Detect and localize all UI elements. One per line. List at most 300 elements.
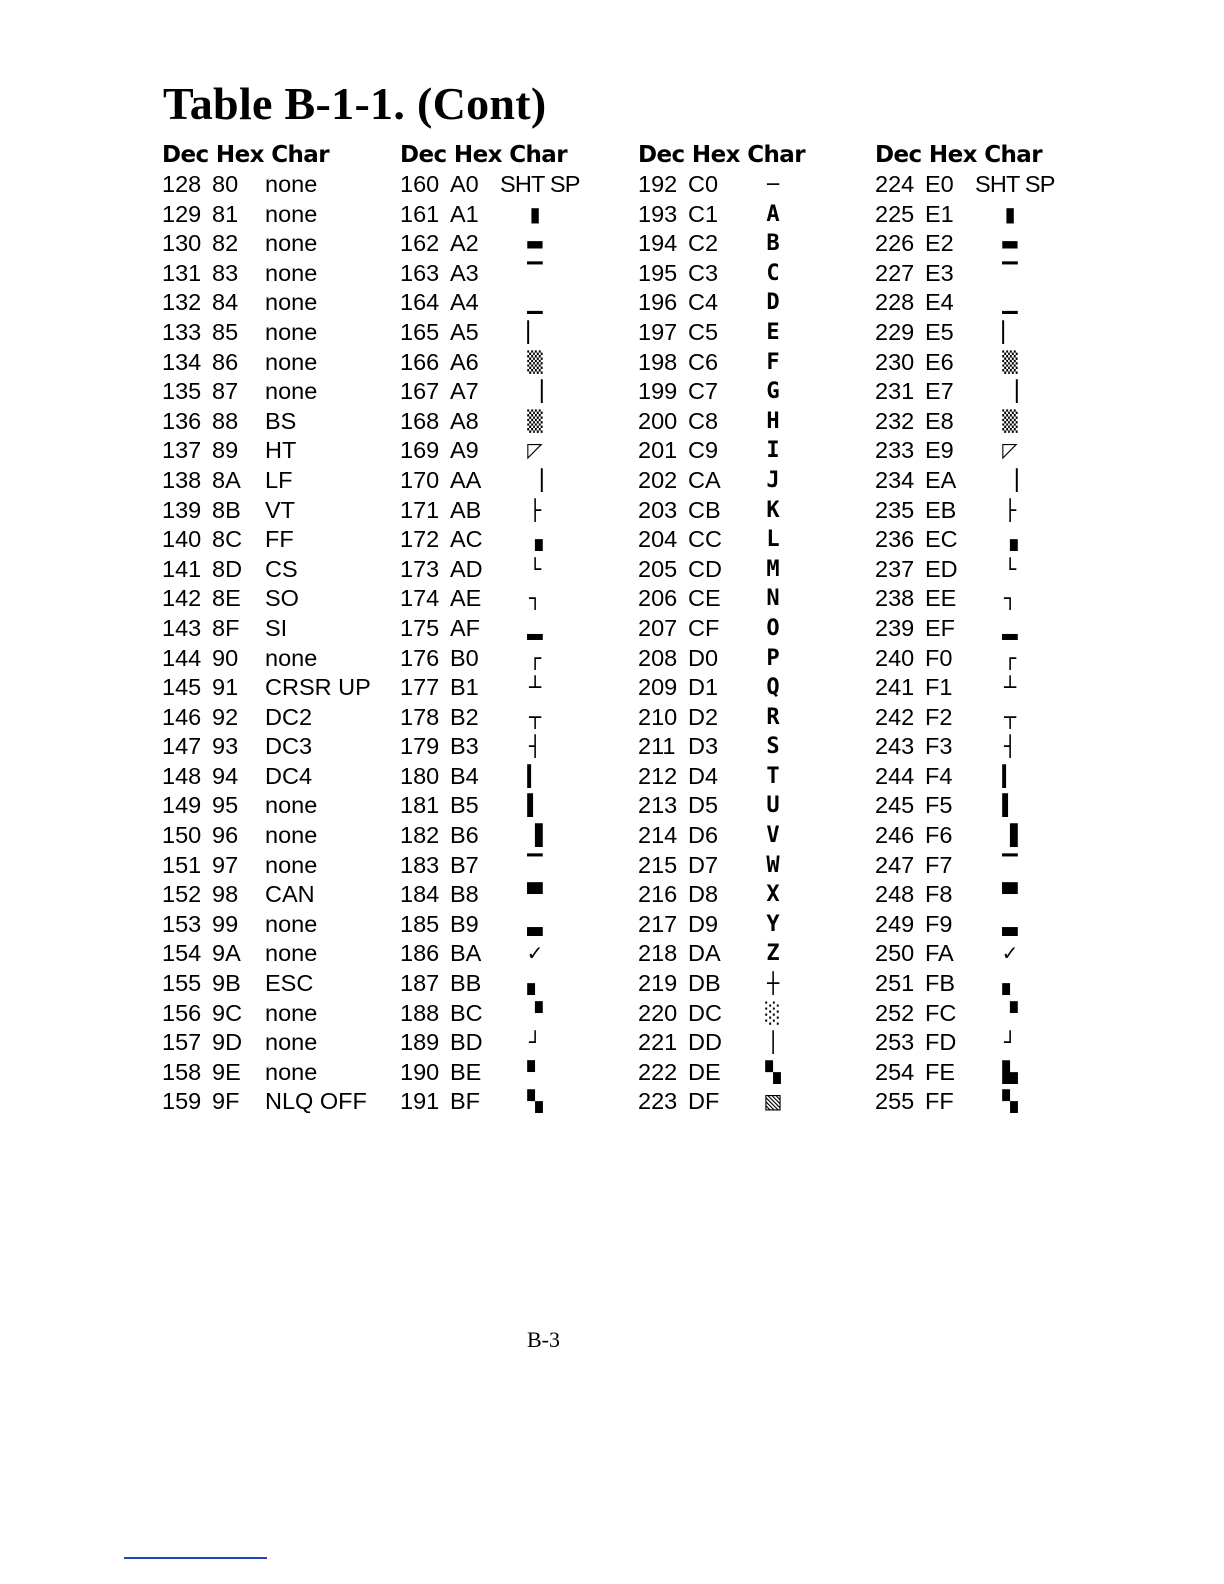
char-cell: ▮ [529, 201, 541, 226]
table-row [400, 910, 626, 940]
hex-cell: 83 [212, 259, 239, 286]
table-row [875, 880, 1101, 910]
table-rows [162, 170, 388, 1117]
char-cell: ▏ [1002, 319, 1018, 344]
table-row [638, 673, 864, 703]
dec-cell: 129 [162, 200, 202, 227]
dec-cell: 241 [875, 674, 915, 701]
dec-cell: 178 [400, 703, 440, 730]
table-row [400, 969, 626, 999]
char-cell: ESC [265, 970, 314, 997]
table-row [875, 762, 1101, 792]
dec-cell: 136 [162, 407, 202, 434]
table-row [162, 229, 388, 259]
hex-cell: 95 [212, 792, 239, 819]
dec-cell: 133 [162, 318, 202, 345]
table-row [162, 259, 388, 289]
table-row [400, 762, 626, 792]
hex-cell: 96 [212, 822, 239, 849]
char-cell: ┤ [1003, 734, 1017, 759]
hex-cell: AE [450, 585, 482, 612]
table-row [638, 762, 864, 792]
dec-cell: 170 [400, 466, 440, 493]
table-row [875, 1028, 1101, 1058]
dec-cell: 195 [638, 259, 678, 286]
char-cell: S [766, 734, 780, 760]
dec-cell: 199 [638, 378, 678, 405]
hex-cell: 98 [212, 881, 239, 908]
table-row [638, 377, 864, 407]
table-row [875, 614, 1101, 644]
dec-cell: 191 [400, 1088, 440, 1115]
char-cell: H [766, 408, 780, 434]
char-cell: ─ [766, 172, 780, 196]
char-cell: ┌ [1003, 645, 1017, 670]
table-row [638, 614, 864, 644]
table-row [162, 496, 388, 526]
char-cell: F [766, 349, 780, 375]
table-row [162, 791, 388, 821]
table-row [875, 821, 1101, 851]
hex-cell: 87 [212, 378, 239, 405]
char-cell: B [766, 231, 780, 257]
char-cell: BS [265, 407, 297, 434]
dec-cell: 254 [875, 1058, 915, 1085]
char-cell: DC3 [265, 733, 313, 760]
dec-cell: 225 [875, 200, 915, 227]
table-row [638, 791, 864, 821]
char-cell: ▂ [1002, 615, 1018, 640]
table-row [875, 377, 1101, 407]
hex-cell: BB [450, 970, 482, 997]
char-cell: N [766, 586, 780, 612]
char-cell: ▕ [1002, 467, 1018, 492]
hex-cell: ED [925, 555, 958, 582]
table-row [875, 703, 1101, 733]
hex-cell: DE [688, 1058, 721, 1085]
table-row [400, 496, 626, 526]
table-row [162, 525, 388, 555]
table-row [400, 999, 626, 1029]
char-cell: ▗ [1002, 527, 1018, 552]
hex-cell: D4 [688, 762, 719, 789]
char-cell: ▮ [1004, 201, 1016, 226]
table-row [162, 436, 388, 466]
hex-cell: AD [450, 555, 483, 582]
table-row [875, 791, 1101, 821]
hex-cell: DF [688, 1088, 720, 1115]
char-cell: none [265, 171, 318, 197]
dec-cell: 130 [162, 230, 202, 257]
dec-cell: 243 [875, 733, 915, 760]
char-cell: C [766, 260, 780, 286]
hex-cell: 8D [212, 555, 243, 582]
table-row [400, 939, 626, 969]
char-cell: A [766, 201, 780, 227]
hex-cell: D5 [688, 792, 719, 819]
char-cell: ▬ [1000, 231, 1020, 256]
table-row [162, 762, 388, 792]
table-row [162, 880, 388, 910]
char-cell: ├ [1003, 497, 1017, 522]
dec-cell: 185 [400, 910, 440, 937]
table-row [400, 525, 626, 555]
hex-cell: EF [925, 614, 956, 641]
char-cell: └ [1003, 556, 1017, 581]
char-cell: none [265, 851, 318, 878]
dec-cell: 228 [875, 289, 915, 316]
table-row [638, 555, 864, 585]
char-cell: ▔ [1002, 852, 1018, 877]
column-header: Dec Hex Char [400, 142, 567, 168]
char-cell: └ [528, 556, 542, 581]
dec-cell: 149 [162, 792, 202, 819]
dec-cell: 134 [162, 348, 202, 375]
table-column-4 [875, 141, 1101, 1117]
table-row [400, 318, 626, 348]
hex-cell: 94 [212, 762, 239, 789]
char-cell: ▬ [525, 231, 545, 256]
dec-cell: 163 [400, 259, 440, 286]
table-row [638, 1058, 864, 1088]
table-row [638, 1087, 864, 1117]
table-row [875, 969, 1101, 999]
hex-cell: B7 [450, 851, 479, 878]
hex-cell: E8 [925, 407, 954, 434]
table-row [162, 644, 388, 674]
hex-cell: F6 [925, 822, 953, 849]
table-row [638, 821, 864, 851]
dec-cell: 146 [162, 703, 202, 730]
table-row [638, 644, 864, 674]
dec-cell: 246 [875, 822, 915, 849]
hex-cell: E2 [925, 230, 954, 257]
table-row [638, 851, 864, 881]
dec-cell: 208 [638, 644, 678, 671]
column-header: Dec Hex Char [638, 142, 805, 168]
char-cell: none [265, 999, 318, 1026]
table-row [400, 1087, 626, 1117]
hex-cell: E6 [925, 348, 954, 375]
table-row [638, 436, 864, 466]
dec-cell: 221 [638, 1029, 678, 1056]
char-cell: D [766, 290, 780, 316]
dec-cell: 209 [638, 674, 678, 701]
table-row [638, 170, 864, 200]
table-row [875, 910, 1101, 940]
char-cell: none [265, 910, 318, 937]
hex-cell: D1 [688, 674, 719, 701]
char-cell: ▍ [1002, 793, 1018, 818]
table-column-1 [162, 141, 388, 1117]
dec-cell: 223 [638, 1088, 678, 1115]
table-row [400, 229, 626, 259]
char-cell: ▁ [1002, 290, 1018, 315]
table-rows [638, 170, 864, 1117]
char-cell: ▒ [527, 408, 543, 433]
dec-cell: 232 [875, 407, 915, 434]
char-cell: Y [766, 911, 780, 937]
dec-cell: 168 [400, 407, 440, 434]
dec-cell: 128 [162, 171, 202, 197]
dec-cell: 139 [162, 496, 202, 523]
table-row [162, 1087, 388, 1117]
table-row [875, 229, 1101, 259]
char-cell: none [265, 348, 318, 375]
dec-cell: 198 [638, 348, 678, 375]
char-cell: ▘ [527, 1059, 543, 1084]
char-cell: ┴ [1003, 675, 1017, 700]
dec-cell: 218 [638, 940, 678, 967]
hex-cell: E0 [925, 171, 954, 197]
hex-cell: CE [688, 585, 721, 612]
table-row [875, 673, 1101, 703]
dec-cell: 159 [162, 1088, 202, 1115]
dec-cell: 231 [875, 378, 915, 405]
hex-cell: B1 [450, 674, 479, 701]
table-row [638, 939, 864, 969]
dec-cell: 249 [875, 910, 915, 937]
table-row [162, 555, 388, 585]
hex-cell: F7 [925, 851, 953, 878]
dec-cell: 162 [400, 230, 440, 257]
char-cell: ▒ [527, 349, 543, 374]
hex-cell: BF [450, 1088, 481, 1115]
dec-cell: 230 [875, 348, 915, 375]
hex-cell: F5 [925, 792, 953, 819]
char-cell: Q [766, 675, 780, 701]
dec-cell: 165 [400, 318, 440, 345]
table-row [638, 1028, 864, 1058]
hex-cell: 8E [212, 585, 241, 612]
table-row [162, 851, 388, 881]
table-row [875, 732, 1101, 762]
table-row [875, 170, 1101, 200]
dec-cell: 236 [875, 526, 915, 553]
dec-cell: 184 [400, 881, 440, 908]
char-cell: ▙ [1002, 1059, 1018, 1084]
hex-cell: F1 [925, 674, 953, 701]
hex-cell: D2 [688, 703, 719, 730]
char-cell: none [265, 1029, 318, 1056]
dec-cell: 156 [162, 999, 202, 1026]
char-cell: none [265, 378, 318, 405]
char-cell: ▎ [1002, 763, 1018, 788]
table-row [400, 436, 626, 466]
char-cell: none [265, 200, 318, 227]
hex-cell: DA [688, 940, 721, 967]
char-cell: none [265, 230, 318, 257]
table-row [875, 525, 1101, 555]
char-cell: ┤ [528, 734, 542, 759]
dec-cell: 240 [875, 644, 915, 671]
hex-cell: DC [688, 999, 722, 1026]
table-row [400, 377, 626, 407]
table-row [400, 732, 626, 762]
hex-cell: C1 [688, 200, 719, 227]
char-cell: ◸ [527, 438, 543, 463]
dec-cell: 176 [400, 644, 440, 671]
table-row [638, 525, 864, 555]
hex-cell: AB [450, 496, 482, 523]
dec-cell: 137 [162, 437, 202, 464]
hex-cell: 89 [212, 437, 239, 464]
dec-cell: 135 [162, 378, 202, 405]
hex-cell: EE [925, 585, 957, 612]
hex-cell: FB [925, 970, 956, 997]
char-cell: ┐ [1003, 586, 1017, 611]
dec-cell: 226 [875, 230, 915, 257]
dec-cell: 244 [875, 762, 915, 789]
dec-cell: 238 [875, 585, 915, 612]
char-cell: ▖ [527, 971, 543, 996]
hex-cell: C5 [688, 318, 719, 345]
char-cell: CAN [265, 881, 315, 908]
char-cell: ▚ [765, 1059, 781, 1084]
char-cell: Z [766, 941, 780, 967]
dec-cell: 217 [638, 910, 678, 937]
dec-cell: 201 [638, 437, 678, 464]
hex-cell: CF [688, 614, 720, 641]
table-row [638, 466, 864, 496]
dec-cell: 167 [400, 378, 440, 405]
table-row [638, 407, 864, 437]
hex-cell: BD [450, 1029, 483, 1056]
table-row [162, 170, 388, 200]
dec-cell: 206 [638, 585, 678, 612]
hex-cell: D8 [688, 881, 719, 908]
hex-cell: 90 [212, 644, 239, 671]
hex-cell: 86 [212, 348, 239, 375]
dec-cell: 192 [638, 171, 678, 197]
hex-cell: BE [450, 1058, 482, 1085]
char-cell: ▒ [1002, 349, 1018, 374]
table-row [162, 377, 388, 407]
char-cell: none [265, 259, 318, 286]
column-header: Dec Hex Char [162, 142, 329, 168]
hex-cell: C2 [688, 230, 719, 257]
char-cell: SHT SP [975, 171, 1055, 197]
dec-cell: 148 [162, 762, 202, 789]
char-cell: G [766, 379, 780, 405]
dec-cell: 197 [638, 318, 678, 345]
dec-cell: 164 [400, 289, 440, 316]
table-row [162, 584, 388, 614]
table-row [400, 821, 626, 851]
char-cell: ▃ [527, 911, 543, 936]
hex-cell: C0 [688, 171, 719, 197]
table-row [875, 1087, 1101, 1117]
char-cell: L [766, 527, 780, 553]
dec-cell: 251 [875, 970, 915, 997]
dec-cell: 207 [638, 614, 678, 641]
page-number: B-3 [527, 1327, 560, 1352]
hex-cell: A6 [450, 348, 479, 375]
dec-cell: 143 [162, 614, 202, 641]
table-column-3 [638, 141, 864, 1117]
hex-cell: D9 [688, 910, 719, 937]
table-rows [875, 170, 1101, 1117]
hex-cell: 99 [212, 910, 239, 937]
table-row [638, 348, 864, 378]
dec-cell: 142 [162, 585, 202, 612]
column-header: Dec Hex Char [875, 142, 1042, 168]
hex-cell: AA [450, 466, 482, 493]
hex-cell: DB [688, 970, 721, 997]
table-rows [400, 170, 626, 1117]
dec-cell: 212 [638, 762, 678, 789]
hex-cell: FD [925, 1029, 957, 1056]
table-row [162, 673, 388, 703]
hex-cell: E4 [925, 289, 954, 316]
hex-cell: 92 [212, 703, 239, 730]
hex-cell: E7 [925, 378, 954, 405]
dec-cell: 145 [162, 674, 202, 701]
hex-cell: 93 [212, 733, 239, 760]
hex-cell: 85 [212, 318, 239, 345]
hex-cell: 8C [212, 526, 243, 553]
char-cell: ┴ [528, 675, 542, 700]
table-row [162, 1028, 388, 1058]
char-cell: SO [265, 585, 299, 612]
table-row [162, 200, 388, 230]
char-cell: none [265, 822, 318, 849]
dec-cell: 222 [638, 1058, 678, 1085]
dec-cell: 215 [638, 851, 678, 878]
dec-cell: 179 [400, 733, 440, 760]
dec-cell: 186 [400, 940, 440, 967]
table-row [638, 703, 864, 733]
hex-cell: FE [925, 1058, 956, 1085]
dec-cell: 188 [400, 999, 440, 1026]
table-row [400, 170, 626, 200]
dec-cell: 216 [638, 881, 678, 908]
dec-cell: 219 [638, 970, 678, 997]
hex-cell: B6 [450, 822, 479, 849]
table-row [875, 555, 1101, 585]
dec-cell: 235 [875, 496, 915, 523]
dec-cell: 211 [638, 733, 676, 760]
hex-cell: 9F [212, 1088, 240, 1115]
footer-rule [124, 1557, 267, 1559]
page-title: Table B-1-1. (Cont) [163, 78, 547, 129]
table-row [162, 939, 388, 969]
char-cell: CRSR UP [265, 674, 371, 701]
dec-cell: 173 [400, 555, 440, 582]
dec-cell: 138 [162, 466, 202, 493]
dec-cell: 169 [400, 437, 440, 464]
char-cell: W [766, 852, 780, 878]
dec-cell: 255 [875, 1088, 915, 1115]
table-row [638, 259, 864, 289]
table-row [162, 999, 388, 1029]
hex-cell: B0 [450, 644, 479, 671]
hex-cell: F9 [925, 910, 953, 937]
dec-cell: 250 [875, 940, 915, 967]
dec-cell: 237 [875, 555, 915, 582]
char-cell: X [766, 882, 780, 908]
hex-cell: 8A [212, 466, 241, 493]
table-row [400, 466, 626, 496]
table-row [875, 288, 1101, 318]
char-cell: ┘ [1003, 1030, 1017, 1055]
hex-cell: B2 [450, 703, 479, 730]
char-cell: ▁ [527, 290, 543, 315]
hex-cell: 97 [212, 851, 239, 878]
dec-cell: 193 [638, 200, 678, 227]
table-row [162, 910, 388, 940]
table-row [400, 1028, 626, 1058]
